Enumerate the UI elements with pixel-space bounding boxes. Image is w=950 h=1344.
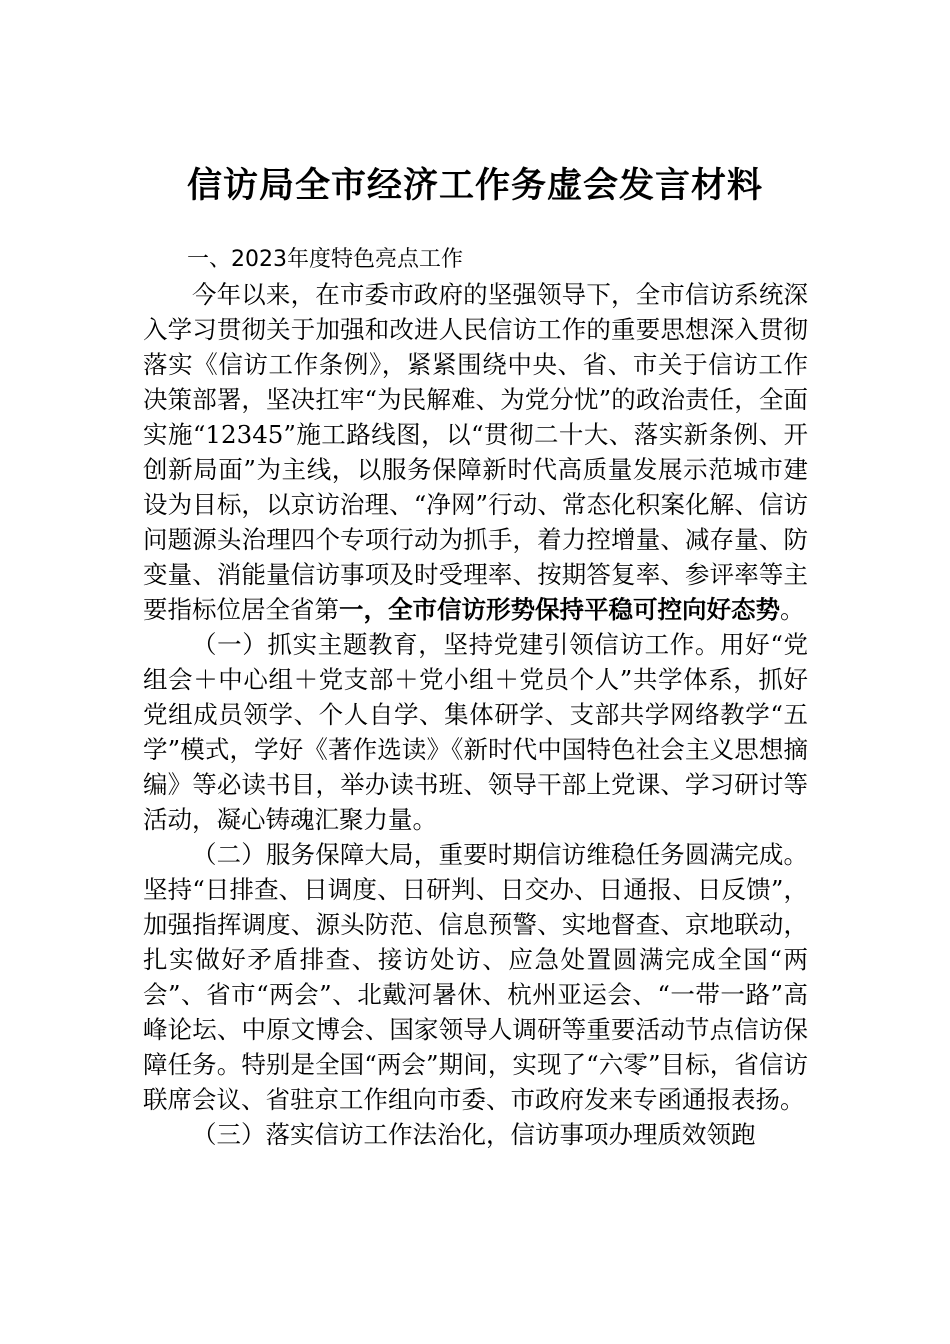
section-heading: 一、2023年度特色亮点工作	[187, 247, 463, 272]
paragraph-intro	[143, 277, 808, 627]
paragraph-service-guarantee: （二）服务保障大局，重要时期信访维稳任务圆满完成。坚持“日排查、日调度、日研判、日交办、日通报、日反馈”，加强指挥调度、源头防范、信息预警、实地督查、京地联动，扎实做好矛盾排查、接访处访、应急处置圆满完成全国“两会”、省市“两会”、北戴河暑休、杭州亚运会、“一带一路”高峰论坛、中原文博会、国家领导人调研等重要活动节点信访保障任务。特别是全国“两会”期间，实现了“六零”目标，省信访联席会议、省驻京工作组向市委、市政府发来专函通报表扬。	[143, 840, 808, 1114]
paragraph-intro-text: 今年以来，在市委市政府的坚强领导下，全市信访系统深入学习贯彻关于加强和改进人民信访工作的重要思想深入贯彻落实《信访工作条例》，紧紧围绕中央、省、市关于信访工作决策部署，坚决扛牢“为民解难、为党分忧”的政治责任，全面实施“12345”施工路线图，以“贯彻二十大、落实新条例、开创新局面”为主线，以服务保障新时代高质量发展示范城市建设为目标，以京访治理、“净网”行动、常态化积案化解、信访问题源头治理四个专项行动为抓手，着力控增量、减存量、防变量、消能量信访事项及时受理率、按期答复率、参评率等主要指标位居全省第	[143, 280, 808, 624]
document-body	[143, 242, 808, 1152]
paragraph-party-building: （一）抓实主题教育，坚持党建引领信访工作。用好“党组会＋中心组＋党支部＋党小组＋党员个人”共学体系，抓好党组成员领学、个人自学、集体研学、支部共学网络教学“五学”模式，学好《著作选读》《新时代中国特色社会主义思想摘编》等必读书目，举办读书班、领导干部上党课、学习研讨等活动，凝心铸魂汇聚力量。	[143, 630, 808, 834]
paragraph-intro-end: 。	[780, 595, 805, 624]
paragraph-intro-bold: 一，全市信访形势保持平稳可控向好态势	[339, 595, 780, 624]
document-title: 信访局全市经济工作务虚会发言材料	[186, 165, 763, 206]
paragraph-rule-of-law: （三）落实信访工作法治化，信访事项办理质效领跑	[192, 1120, 756, 1149]
